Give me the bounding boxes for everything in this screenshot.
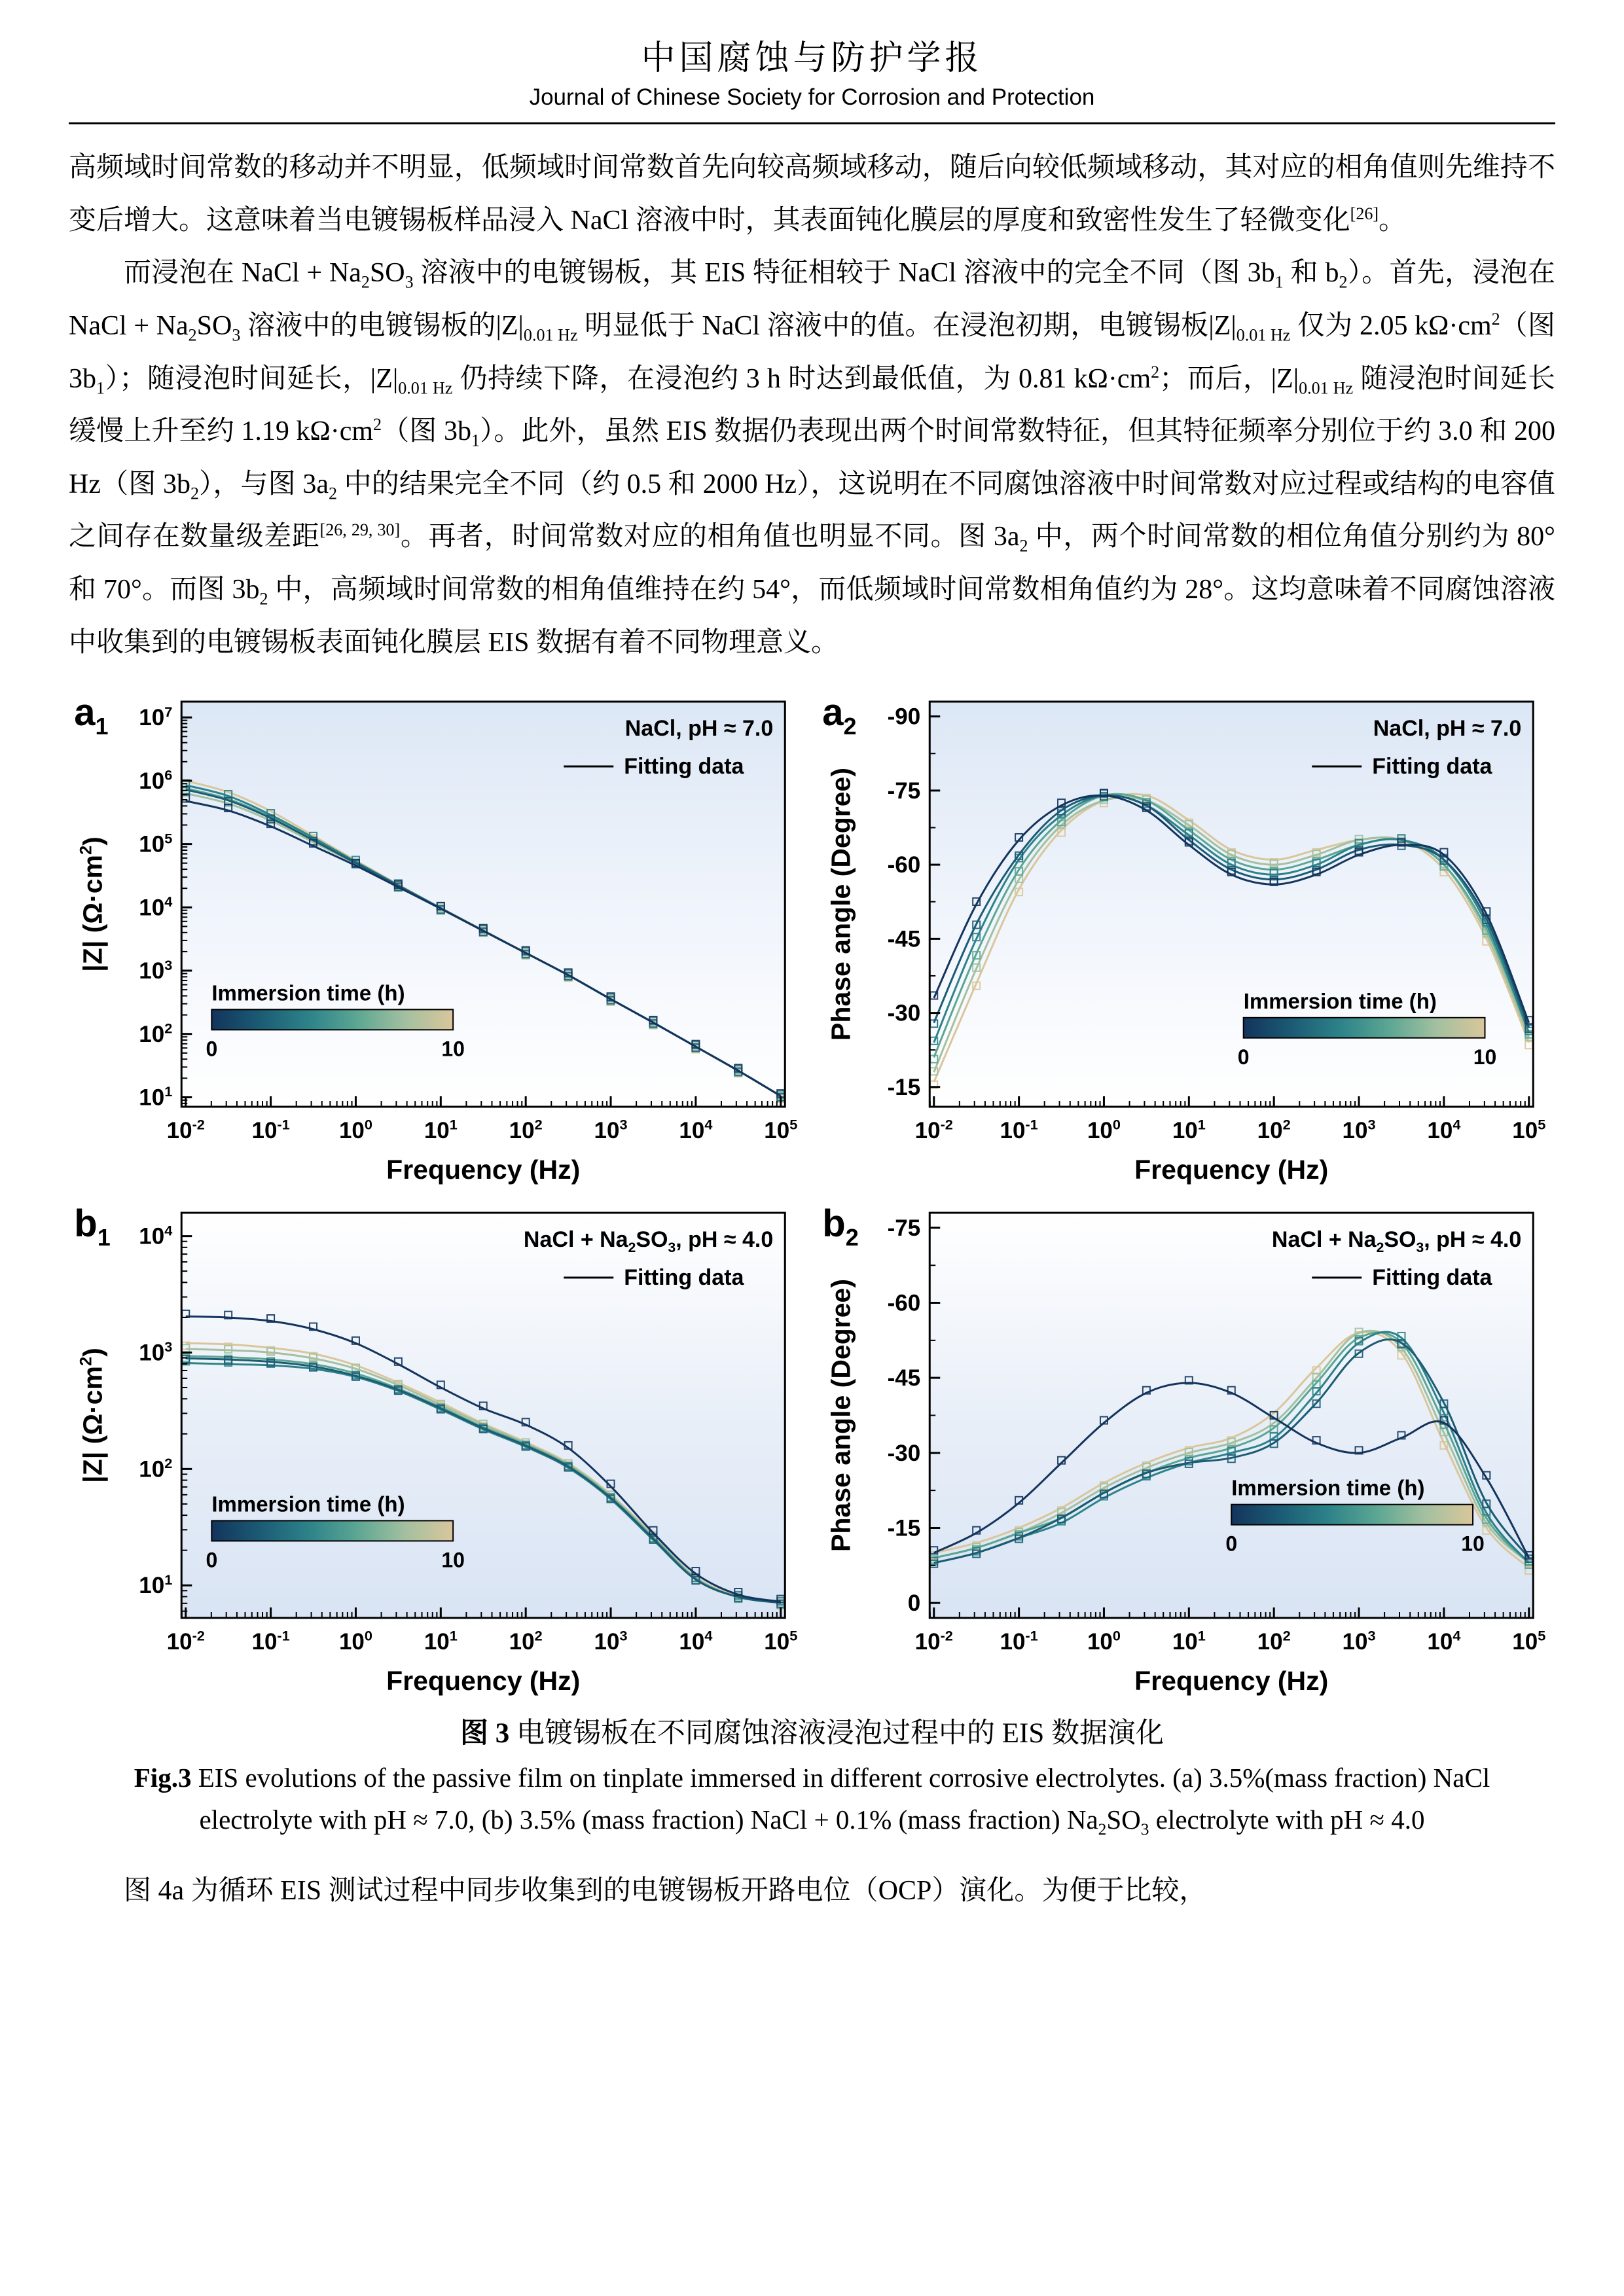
svg-text:10-1: $10^{-1}$ — [251, 1116, 290, 1144]
svg-text:103: $10^3$ — [594, 1116, 628, 1144]
svg-text:Frequency (Hz): Frequency (Hz) — [1134, 1155, 1328, 1185]
svg-text:105: $10^5$ — [764, 1116, 798, 1144]
svg-text:101: $10^1$ — [1172, 1116, 1206, 1144]
svg-text:10-1: $10^{-1}$ — [251, 1627, 290, 1655]
svg-text:100: $10^0$ — [1087, 1116, 1121, 1144]
svg-text:101: $10^1$ — [139, 1083, 173, 1111]
svg-text:107: $10^7$ — [139, 704, 173, 731]
svg-text:10-1: $10^{-1}$ — [999, 1116, 1038, 1144]
svg-text:NaCl, pH ≈ 7.0: NaCl, pH ≈ 7.0 — [1373, 716, 1521, 742]
svg-text:0: 0 — [1237, 1045, 1250, 1069]
svg-text:-60: -60 — [887, 852, 920, 878]
svg-text:101: $10^1$ — [139, 1571, 173, 1599]
svg-text:104: $10^4$ — [1426, 1627, 1460, 1655]
svg-text:b1: $b_1$ — [74, 1202, 111, 1251]
svg-text:102: $10^2$ — [139, 1020, 173, 1048]
svg-text:-75: -75 — [887, 778, 920, 804]
svg-text:103: $10^3$ — [594, 1627, 628, 1655]
svg-text:102: $10^2$ — [1257, 1627, 1291, 1655]
svg-text:Immersion time (h): Immersion time (h) — [1231, 1475, 1424, 1500]
paragraph-2: 而浸泡在 NaCl + $Na_2SO_3$ 溶液中的电镀锡板，其 EIS 特征相较于 NaCl 溶液中的完全不同（图 $3b_1$ 和 $b_2$）。首先，浸泡在 NaCl + $Na_2SO_3$ 溶液中的电镀锡板的$|Z|_{0.01 Hz}$ 明显低于 NaCl 溶液中的值。在浸泡初期，电镀锡板$|Z|_{0.01 Hz}$ 仅为 2.05 $k\Omega\cdot cm^2$（图 $3b_1$）；随浸泡时间延长，$|Z|_{0.01 Hz}$ 仍持续下降，在浸泡约 3 h 时达到最低值，为 0.81 $k\Omega\cdot cm^2$；而后，$|Z|_{0.01 Hz}$ 随浸泡时间延长缓慢上升至约 1.19 $k\Omega\cdot cm^2$（图 $3b_1$）。此外，虽然 EIS 数据仍表现出两个时间常数特征，但其特征频率分别位于约 3.0 和 200 Hz（图 $3b_2$），与图 $3a_2$ 中的结果完全不同（约 0.5 和 2000 Hz），这说明在不同腐蚀溶液中时间常数对应过程或结构的电容值之间存在数量级差距[26, 29, 30]。再者，时间常数对应的相角值也明显不同。图 $3a_2$ 中，两个时间常数的相位角值分别约为 80° 和 70°。而图 $3b_2$ 中，高频域时间常数的相角值维持在约 54°，而低频域时间常数相角值约为 28°。这均意味着不同腐蚀溶液中收集到的电镀锡板表面钝化膜层 EIS 数据有着不同物理意义。 — [69, 258, 1555, 658]
svg-text:103: $10^3$ — [1342, 1627, 1376, 1655]
svg-text:10-2: $10^{-2}$ — [914, 1116, 953, 1144]
paragraph-3: 图 4a 为循环 EIS 测试过程中同步收集到的电镀锡板开路电位（OCP）演化。为便于比较， — [124, 1876, 1207, 1907]
svg-text:10-2: $10^{-2}$ — [914, 1627, 953, 1655]
svg-text:-45: -45 — [887, 926, 920, 952]
figure-3 — [69, 686, 1555, 1704]
svg-text:100: $10^0$ — [1087, 1627, 1121, 1655]
svg-text:102: $10^2$ — [509, 1116, 543, 1144]
svg-text:Fitting data: Fitting data — [1371, 754, 1492, 780]
paragraph-1: 高频域时间常数的移动并不明显，低频域时间常数首先向较高频域移动，随后向较低频域移动，其对应的相角值则先维持不变后增大。这意味着当电镀锡板样品浸入 NaCl 溶液中时，其表面钝化膜层的厚度和致密性发生了轻微变化[26]。 — [69, 152, 1555, 236]
svg-text:|Z| (Ω·cm2): |Z| $(\Omega\cdot cm^2)$ — [77, 836, 108, 973]
svg-text:10: 10 — [1473, 1045, 1496, 1069]
svg-text:Fitting data: Fitting data — [624, 754, 744, 780]
svg-text:Immersion time (h): Immersion time (h) — [1243, 989, 1437, 1014]
svg-text:Immersion time (h): Immersion time (h) — [211, 1492, 405, 1516]
chart-panel-b1 — [69, 1197, 808, 1704]
journal-title-en: Journal of Chinese Society for Corrosion and Protection — [529, 84, 1095, 110]
svg-text:10: 10 — [1460, 1532, 1485, 1556]
svg-text:100: $10^0$ — [338, 1116, 372, 1144]
svg-text:101: $10^1$ — [424, 1116, 458, 1144]
svg-text:Immersion time (h): Immersion time (h) — [211, 980, 405, 1005]
svg-text:103: $10^3$ — [1342, 1116, 1376, 1144]
svg-text:0: 0 — [206, 1548, 218, 1572]
figure-caption-cn: 图 3 电镀锡板在不同腐蚀溶液浸泡过程中的 EIS 数据演化 — [460, 1718, 1164, 1749]
svg-text:10: 10 — [441, 1548, 465, 1572]
svg-text:a2: $a_2$ — [821, 691, 857, 740]
svg-text:-15: -15 — [887, 1515, 920, 1541]
svg-text:Fitting data: Fitting data — [1371, 1265, 1492, 1291]
svg-text:-75: -75 — [887, 1215, 920, 1242]
journal-title-cn: 中国腐蚀与防护学报 — [641, 39, 983, 77]
svg-text:103: $10^3$ — [139, 1338, 173, 1366]
chart-panel-a2 — [817, 686, 1556, 1193]
svg-text:10: 10 — [441, 1037, 465, 1061]
svg-text:104: $10^4$ — [139, 893, 173, 921]
header-divider — [69, 122, 1555, 124]
svg-text:102: $10^2$ — [139, 1455, 173, 1482]
svg-text:Phase angle (Degree): Phase angle (Degree) — [825, 1279, 856, 1552]
figure-caption-en: Fig.3 EIS evolutions of the passive film on tinplate immersed in different corrosive electrolytes. (a) 3.5%(mass fraction) NaCl electrolyte with pH ≈ 7.0, (b) 3.5% (mass fraction) NaCl + 0.1% (mass fraction) $Na_2SO_3$ electrolyte with pH ≈ 4.0 — [134, 1763, 1490, 1839]
svg-text:NaCl + Na2SO3, pH ≈ 4.0: NaCl + $Na_2SO_3$, pH ≈ 4.0 — [523, 1227, 774, 1256]
svg-text:-45: -45 — [887, 1365, 920, 1391]
svg-text:b2: $b_2$ — [821, 1202, 859, 1251]
svg-text:-30: -30 — [887, 1441, 920, 1467]
svg-text:Frequency (Hz): Frequency (Hz) — [386, 1155, 581, 1185]
svg-text:NaCl + Na2SO3, pH ≈ 4.0: NaCl + $Na_2SO_3$, pH ≈ 4.0 — [1271, 1227, 1521, 1256]
svg-text:NaCl, pH ≈ 7.0: NaCl, pH ≈ 7.0 — [624, 716, 774, 742]
svg-text:10-2: $10^{-2}$ — [166, 1627, 205, 1655]
svg-text:104: $10^4$ — [1426, 1116, 1460, 1144]
svg-text:104: $10^4$ — [139, 1222, 173, 1249]
svg-text:0: 0 — [1225, 1532, 1237, 1556]
svg-text:106: $10^6$ — [139, 766, 173, 795]
svg-text:105: $10^5$ — [139, 830, 173, 857]
chart-panel-a1 — [69, 686, 808, 1193]
svg-text:Fitting data: Fitting data — [624, 1265, 744, 1291]
svg-text:10-2: $10^{-2}$ — [166, 1116, 205, 1144]
svg-text:-30: -30 — [887, 1000, 920, 1026]
svg-text:102: $10^2$ — [1257, 1116, 1291, 1144]
svg-text:100: $10^0$ — [338, 1627, 372, 1655]
svg-text:104: $10^4$ — [679, 1116, 713, 1144]
svg-text:103: $10^3$ — [139, 957, 173, 984]
svg-text:101: $10^1$ — [424, 1627, 458, 1655]
svg-text:0: 0 — [907, 1590, 920, 1617]
svg-text:-15: -15 — [887, 1075, 920, 1101]
svg-text:-60: -60 — [887, 1290, 920, 1316]
svg-text:105: $10^5$ — [1511, 1627, 1545, 1655]
svg-text:a1: $a_1$ — [74, 691, 109, 740]
svg-text:105: $10^5$ — [1511, 1116, 1545, 1144]
svg-text:102: $10^2$ — [509, 1627, 543, 1655]
svg-text:104: $10^4$ — [679, 1627, 713, 1655]
chart-panel-b2 — [817, 1197, 1556, 1704]
svg-text:Phase angle (Degree): Phase angle (Degree) — [825, 768, 856, 1041]
svg-text:|Z| (Ω·cm2): |Z| $(\Omega\cdot cm^2)$ — [77, 1348, 108, 1484]
svg-text:Frequency (Hz): Frequency (Hz) — [386, 1666, 581, 1696]
svg-text:0: 0 — [206, 1037, 218, 1061]
svg-text:-90: -90 — [887, 704, 920, 730]
svg-text:10-1: $10^{-1}$ — [999, 1627, 1038, 1655]
svg-text:105: $10^5$ — [764, 1627, 798, 1655]
svg-text:101: $10^1$ — [1172, 1627, 1206, 1655]
svg-text:Frequency (Hz): Frequency (Hz) — [1134, 1666, 1328, 1696]
